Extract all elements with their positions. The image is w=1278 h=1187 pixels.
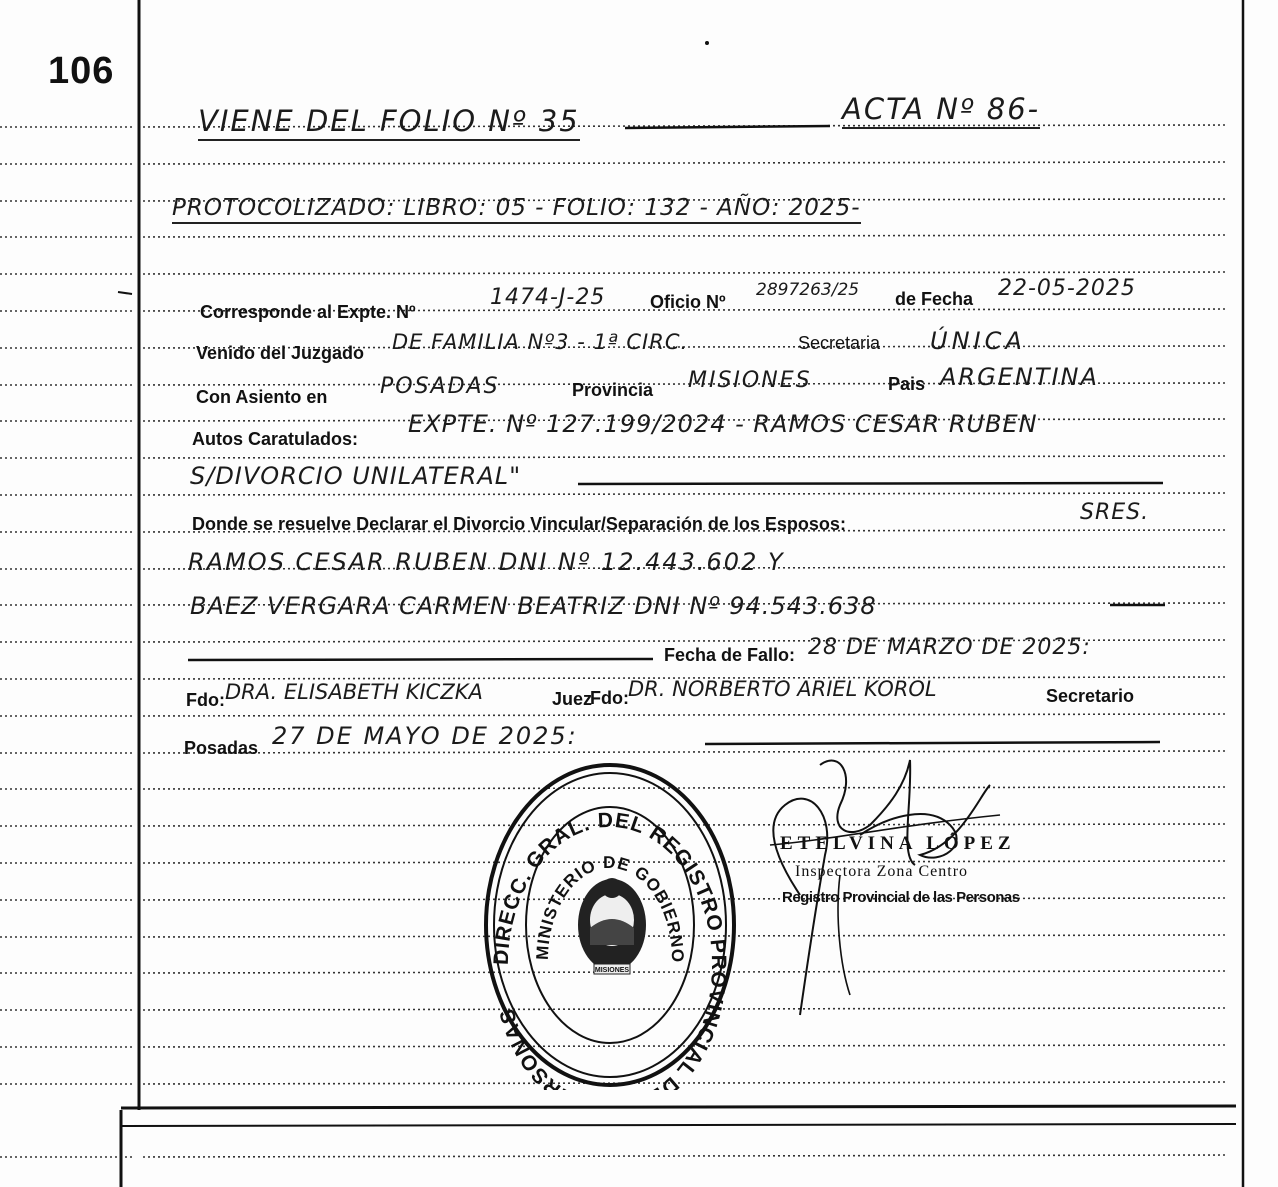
secretaria-value: ÚNICA [930,327,1026,355]
ruled-line [143,162,1225,164]
pais-value: ARGENTINA [940,363,1099,391]
stamp-emblem-text: MISIONES [594,967,630,974]
provincial-emblem-icon [578,878,646,974]
autos-fill-line [578,478,1168,490]
esposo-2-fill-line [1110,600,1170,610]
folio-number: 106 [48,50,115,92]
secretario-value: DR. NORBERTO ARIEL KOROL [628,677,937,701]
posadas-label: Posadas [184,738,259,758]
asiento-value: POSADAS [380,374,500,399]
oficio-value: 2897263/25 [756,280,860,300]
signer-name: ETELVINA LÓPEZ [780,833,1016,854]
juzgado-value: DE FAMILIA Nº3 - 1ª CIRC. [392,330,689,354]
fecha-value: 22-05-2025 [998,276,1136,301]
autos-label: Autos Caratulados: [192,429,359,449]
ruled-line [143,493,1225,495]
oficio-label: Oficio Nº [650,292,726,312]
ruled-line [143,1155,1225,1157]
secretaria-label: Secretaria [798,333,881,353]
autos-value-line2: S/DIVORCIO UNILATERAL" [190,462,522,490]
asiento-label: Con Asiento en [196,387,328,407]
fecha-label: de Fecha [895,289,974,309]
expte-label: Corresponde al Expte. Nº [200,302,416,322]
viene-del-folio: VIENE DEL FOLIO Nº 35 [198,104,580,141]
resuelve-text: Donde se resuelve Declarar el Divorcio Vincular/Separación de los Esposos: [192,514,846,534]
handwritten-signature [740,745,1070,1025]
autos-value-line1: EXPTE. Nº 127.199/2024 - RAMOS CESAR RUBEN [408,410,1038,438]
juez-label: Juez [552,689,593,709]
provincia-label: Provincia [572,380,654,400]
juzgado-label: Venido del Juzgado [196,343,365,363]
ruled-line [143,456,1225,458]
signer-title: Inspectora Zona Centro [795,863,969,880]
esposo-1: RAMOS CESAR RUBEN DNI Nº 12.443.602 Y [188,548,785,576]
signature-block [740,745,1070,1025]
esposos-prefix: SRES. [1080,500,1150,525]
ruled-line [143,235,1225,237]
acta-number: ACTA Nº 86- [842,92,1040,129]
stamp-outer-text: DIRECC. GRAL. DEL REGISTRO PROVINCIAL D RSONAS [489,808,731,1090]
signer-organization: Registro Provincial de las Personas [782,889,1020,906]
official-stamp [480,760,740,1090]
esposo-2: BAEZ VERGARA CARMEN BEATRIZ DNI Nº 94.543.638 [190,592,877,620]
posadas-date: 27 DE MAYO DE 2025: [272,722,578,750]
juez-value: DRA. ELISABETH KICZKA [225,680,483,704]
protocolizado: PROTOCOLIZADO: LIBRO: 05 - FOLIO: 132 - AÑO: 2025- [172,195,861,224]
fecha-fallo-label: Fecha de Fallo: [664,645,796,665]
ruled-line [143,714,1225,716]
expte-value: 1474-J-25 [490,285,606,310]
secretario-label: Secretario [1046,686,1135,706]
pais-label: Pais [888,374,926,394]
stamp-seal [480,760,740,1090]
fecha-fallo-value: 28 DE MARZO DE 2025: [808,635,1091,660]
fdo-label: Fdo: [186,690,225,710]
header-dash-line [625,120,835,130]
fallo-fill-line [188,654,658,666]
provincia-value: MISIONES [688,368,812,393]
fdo2-label: Fdo: [590,688,629,708]
stamp-inner-text: MINISTERIO DE GOBIERNO [532,852,688,964]
ruled-line [143,272,1225,274]
